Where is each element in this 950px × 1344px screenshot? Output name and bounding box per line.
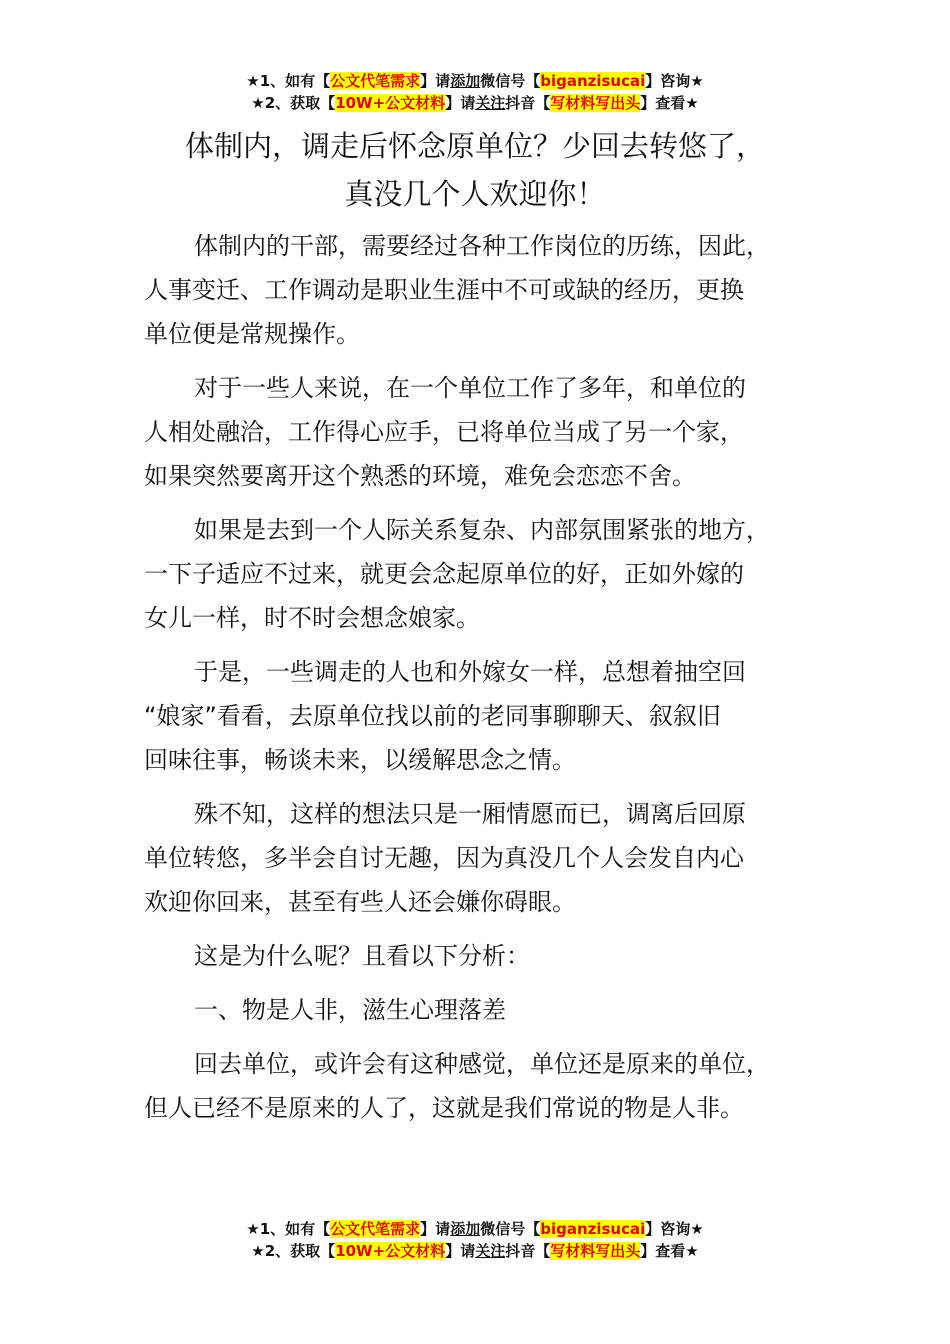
title-line-1: 体制内，调走后怀念原单位？少回去转悠了， <box>184 129 765 163</box>
title-line-2: 真没几个人欢迎你！ <box>344 177 606 211</box>
footer-banner <box>0 1218 950 1262</box>
paragraph-1: 体制内的干部，需要经过各种工作岗位的历练，因此， 人事变迁、工作调动是职业生涯中不可或缺的经历，更换 单位便是常规操作。 <box>144 232 770 348</box>
section-heading-1: 一、物是人非，滋生心理落差 <box>194 996 506 1024</box>
douyin-account: 写材料写出头 <box>550 94 641 112</box>
paragraph-6: 这是为什么呢？且看以下分析： <box>194 942 530 970</box>
banner-line-2: ★2、获取【10W+公文材料】请关注抖音【写材料写出头】查看★ <box>251 94 699 112</box>
highlight-text: 10W+公文材料 <box>335 94 446 112</box>
wechat-id: biganzisucai <box>540 72 646 90</box>
banner-line-1: ★1、如有【公文代笔需求】请添加微信号【biganzisucai】咨询★ <box>246 72 704 90</box>
douyin-account: 写材料写出头 <box>550 1242 641 1260</box>
paragraph-7: 回去单位，或许会有这种感觉，单位还是原来的单位， 但人已经不是原来的人了，这就是我们常说的物是人非。 <box>144 1050 770 1122</box>
document-body <box>144 224 844 1140</box>
highlight-text: 10W+公文材料 <box>335 1242 446 1260</box>
highlight-text: 公文代笔需求 <box>330 72 421 90</box>
banner-line-1: ★1、如有【公文代笔需求】请添加微信号【biganzisucai】咨询★ <box>246 1220 704 1238</box>
paragraph-2: 对于一些人来说，在一个单位工作了多年，和单位的 人相处融洽，工作得心应手，已将单位当成了另一个家， 如果突然要离开这个熟悉的环境，难免会恋恋不舍。 <box>144 374 746 490</box>
paragraph-4: 于是，一些调走的人也和外嫁女一样，总想着抽空回 “娘家”看看，去原单位找以前的老同事聊聊天、叙叙旧 回味往事，畅谈未来，以缓解思念之情。 <box>144 658 746 774</box>
wechat-id: biganzisucai <box>540 1220 646 1238</box>
header-banner <box>0 70 950 114</box>
document-title <box>100 122 850 218</box>
highlight-text: 公文代笔需求 <box>330 1220 421 1238</box>
paragraph-5: 殊不知，这样的想法只是一厢情愿而已，调离后回原 单位转悠，多半会自讨无趣，因为真没几个人会发自内心 欢迎你回来，甚至有些人还会嫌你碍眼。 <box>144 800 746 916</box>
banner-line-2: ★2、获取【10W+公文材料】请关注抖音【写材料写出头】查看★ <box>251 1242 699 1260</box>
paragraph-3: 如果是去到一个人际关系复杂、内部氛围紧张的地方， 一下子适应不过来，就更会念起原单位的好，正如外嫁的 女儿一样，时不时会想念娘家。 <box>144 516 770 632</box>
